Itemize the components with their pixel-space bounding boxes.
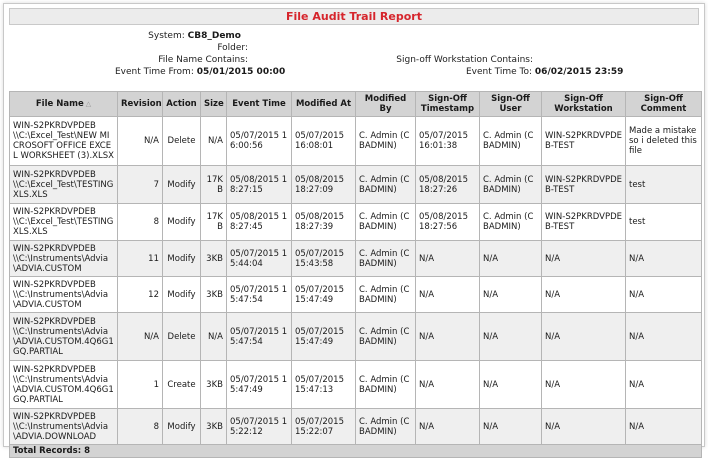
- cell-signoff-comment: test: [626, 166, 702, 204]
- to-label: Event Time To:: [466, 67, 533, 77]
- cell-signoff-user: C. Admin (CBADMIN): [480, 166, 542, 204]
- filename-label: File Name Contains:: [158, 55, 248, 65]
- criteria-filename: [158, 55, 248, 66]
- cell-event-time: 05/07/2015 15:22:12: [227, 409, 292, 445]
- cell-signoff-comment: Made a mistake so i deleted this file: [626, 117, 702, 166]
- cell-signoff-comment: N/A: [626, 241, 702, 277]
- cell-modified-at: 05/07/2015 15:47:49: [292, 277, 356, 313]
- cell-modified-by: C. Admin (CBADMIN): [356, 277, 416, 313]
- cell-revision: N/A: [118, 313, 163, 361]
- cell-signoff-user: C. Admin (CBADMIN): [480, 117, 542, 166]
- cell-modified-by: C. Admin (CBADMIN): [356, 241, 416, 277]
- column-header-signoff-comment[interactable]: Sign-Off Comment: [626, 92, 702, 117]
- sort-asc-icon[interactable]: △: [85, 100, 92, 108]
- cell-revision: 1: [118, 361, 163, 409]
- cell-event-time: 05/08/2015 18:27:15: [227, 166, 292, 204]
- cell-event-time: 05/07/2015 15:47:54: [227, 313, 292, 361]
- cell-action: Delete: [163, 313, 201, 361]
- cell-size: 3KB: [201, 277, 227, 313]
- cell-signoff-workstation: N/A: [542, 277, 626, 313]
- report-title: File Audit Trail Report: [9, 8, 699, 25]
- cell-signoff-timestamp: N/A: [416, 241, 480, 277]
- column-header-modified-at[interactable]: Modified At: [292, 92, 356, 117]
- column-header-revision[interactable]: Revision: [118, 92, 163, 117]
- cell-revision: 7: [118, 166, 163, 204]
- cell-signoff-timestamp: N/A: [416, 361, 480, 409]
- cell-modified-by: C. Admin (CBADMIN): [356, 117, 416, 166]
- cell-signoff-workstation: WIN-S2PKRDVPDEB-TEST: [542, 166, 626, 204]
- cell-signoff-timestamp: N/A: [416, 409, 480, 445]
- cell-signoff-workstation: N/A: [542, 313, 626, 361]
- cell-action: Delete: [163, 117, 201, 166]
- cell-size: N/A: [201, 117, 227, 166]
- cell-file-name: WIN-S2PKRDVPDEB\\C:\Instruments\Advia\ADVIA.CUSTOM.4Q6G1GQ.PARTIAL: [10, 313, 118, 361]
- cell-size: 3KB: [201, 409, 227, 445]
- column-header-signoff-user[interactable]: Sign-Off User: [480, 92, 542, 117]
- cell-signoff-workstation: N/A: [542, 361, 626, 409]
- table-row: [10, 409, 702, 445]
- cell-signoff-comment: N/A: [626, 409, 702, 445]
- cell-action: Create: [163, 361, 201, 409]
- cell-revision: 8: [118, 409, 163, 445]
- table-row: [10, 204, 702, 241]
- table-row: [10, 361, 702, 409]
- cell-modified-at: 05/08/2015 18:27:09: [292, 166, 356, 204]
- cell-signoff-timestamp: 05/08/2015 18:27:26: [416, 166, 480, 204]
- criteria-from: [115, 67, 285, 78]
- cell-signoff-user: N/A: [480, 277, 542, 313]
- cell-modified-by: C. Admin (CBADMIN): [356, 204, 416, 241]
- cell-event-time: 05/07/2015 15:47:49: [227, 361, 292, 409]
- cell-signoff-user: N/A: [480, 241, 542, 277]
- column-header-file-name[interactable]: File Name △: [10, 92, 118, 117]
- cell-signoff-timestamp: N/A: [416, 313, 480, 361]
- criteria-folder: [217, 43, 248, 54]
- system-label: System:: [148, 31, 185, 41]
- cell-file-name: WIN-S2PKRDVPDEB\\C:\Instruments\Advia\ADVIA.CUSTOM: [10, 241, 118, 277]
- cell-file-name: WIN-S2PKRDVPDEB\\C:\Excel_Test\TESTING XLS.XLS: [10, 166, 118, 204]
- cell-action: Modify: [163, 277, 201, 313]
- column-header-event-time[interactable]: Event Time: [227, 92, 292, 117]
- cell-modified-at: 05/07/2015 16:08:01: [292, 117, 356, 166]
- cell-modified-by: C. Admin (CBADMIN): [356, 166, 416, 204]
- cell-action: Modify: [163, 166, 201, 204]
- cell-modified-at: 05/07/2015 15:47:49: [292, 313, 356, 361]
- cell-signoff-user: N/A: [480, 313, 542, 361]
- column-header-signoff-timestamp[interactable]: Sign-Off Timestamp: [416, 92, 480, 117]
- cell-signoff-workstation: N/A: [542, 409, 626, 445]
- cell-signoff-comment: N/A: [626, 277, 702, 313]
- cell-revision: 8: [118, 204, 163, 241]
- cell-action: Modify: [163, 204, 201, 241]
- cell-size: 17KB: [201, 204, 227, 241]
- table-footer-row: [10, 445, 702, 458]
- from-label: Event Time From:: [115, 67, 194, 77]
- cell-action: Modify: [163, 241, 201, 277]
- cell-signoff-comment: test: [626, 204, 702, 241]
- cell-action: Modify: [163, 409, 201, 445]
- cell-size: 3KB: [201, 361, 227, 409]
- table-header-row: [10, 92, 702, 117]
- system-value: CB8_Demo: [187, 31, 241, 41]
- from-value: 05/01/2015 00:00: [196, 67, 286, 77]
- cell-modified-at: 05/08/2015 18:27:39: [292, 204, 356, 241]
- workstation-label: Sign-off Workstation Contains:: [396, 55, 533, 65]
- column-header-size[interactable]: Size: [201, 92, 227, 117]
- audit-table: [9, 91, 702, 458]
- table-row: [10, 241, 702, 277]
- cell-modified-at: 05/07/2015 15:43:58: [292, 241, 356, 277]
- table-row: [10, 166, 702, 204]
- cell-event-time: 05/08/2015 18:27:45: [227, 204, 292, 241]
- cell-file-name: WIN-S2PKRDVPDEB\\C:\Excel_Test\NEW MICROSOFT OFFICE EXCEL WORKSHEET (3).XLSX: [10, 117, 118, 166]
- cell-file-name: WIN-S2PKRDVPDEB\\C:\Instruments\Advia\ADVIA.CUSTOM.4Q6G1GQ.PARTIAL: [10, 361, 118, 409]
- criteria-workstation: [396, 55, 533, 66]
- cell-event-time: 05/07/2015 16:00:56: [227, 117, 292, 166]
- cell-event-time: 05/07/2015 15:44:04: [227, 241, 292, 277]
- cell-revision: N/A: [118, 117, 163, 166]
- folder-label: Folder:: [217, 43, 248, 53]
- cell-signoff-comment: N/A: [626, 361, 702, 409]
- cell-signoff-workstation: N/A: [542, 241, 626, 277]
- cell-file-name: WIN-S2PKRDVPDEB\\C:\Excel_Test\TESTING XLS.XLS: [10, 204, 118, 241]
- cell-event-time: 05/07/2015 15:47:54: [227, 277, 292, 313]
- cell-signoff-timestamp: 05/08/2015 18:27:56: [416, 204, 480, 241]
- table-row: [10, 277, 702, 313]
- cell-file-name: WIN-S2PKRDVPDEB\\C:\Instruments\Advia\ADVIA.CUSTOM: [10, 277, 118, 313]
- criteria-system: [148, 31, 241, 42]
- to-value: 06/02/2015 23:59: [534, 67, 624, 77]
- report-frame: [3, 3, 705, 456]
- cell-signoff-workstation: WIN-S2PKRDVPDEB-TEST: [542, 204, 626, 241]
- cell-revision: 11: [118, 241, 163, 277]
- cell-modified-by: C. Admin (CBADMIN): [356, 361, 416, 409]
- cell-modified-at: 05/07/2015 15:47:13: [292, 361, 356, 409]
- table-row: [10, 117, 702, 166]
- table-row: [10, 313, 702, 361]
- cell-size: 3KB: [201, 241, 227, 277]
- cell-signoff-timestamp: N/A: [416, 277, 480, 313]
- cell-modified-by: C. Admin (CBADMIN): [356, 313, 416, 361]
- cell-signoff-user: N/A: [480, 409, 542, 445]
- cell-size: N/A: [201, 313, 227, 361]
- column-header-signoff-workstation[interactable]: Sign-Off Workstation: [542, 92, 626, 117]
- column-header-modified-by[interactable]: Modified By: [356, 92, 416, 117]
- column-header-action[interactable]: Action: [163, 92, 201, 117]
- criteria-to: [466, 67, 623, 78]
- cell-size: 17KB: [201, 166, 227, 204]
- cell-signoff-comment: N/A: [626, 313, 702, 361]
- cell-signoff-workstation: WIN-S2PKRDVPDEB-TEST: [542, 117, 626, 166]
- cell-modified-by: C. Admin (CBADMIN): [356, 409, 416, 445]
- total-records: Total Records: 8: [10, 445, 702, 458]
- cell-signoff-user: N/A: [480, 361, 542, 409]
- cell-signoff-timestamp: 05/07/2015 16:01:38: [416, 117, 480, 166]
- cell-revision: 12: [118, 277, 163, 313]
- cell-modified-at: 05/07/2015 15:22:07: [292, 409, 356, 445]
- cell-file-name: WIN-S2PKRDVPDEB\\C:\Instruments\Advia\ADVIA.DOWNLOAD: [10, 409, 118, 445]
- cell-signoff-user: C. Admin (CBADMIN): [480, 204, 542, 241]
